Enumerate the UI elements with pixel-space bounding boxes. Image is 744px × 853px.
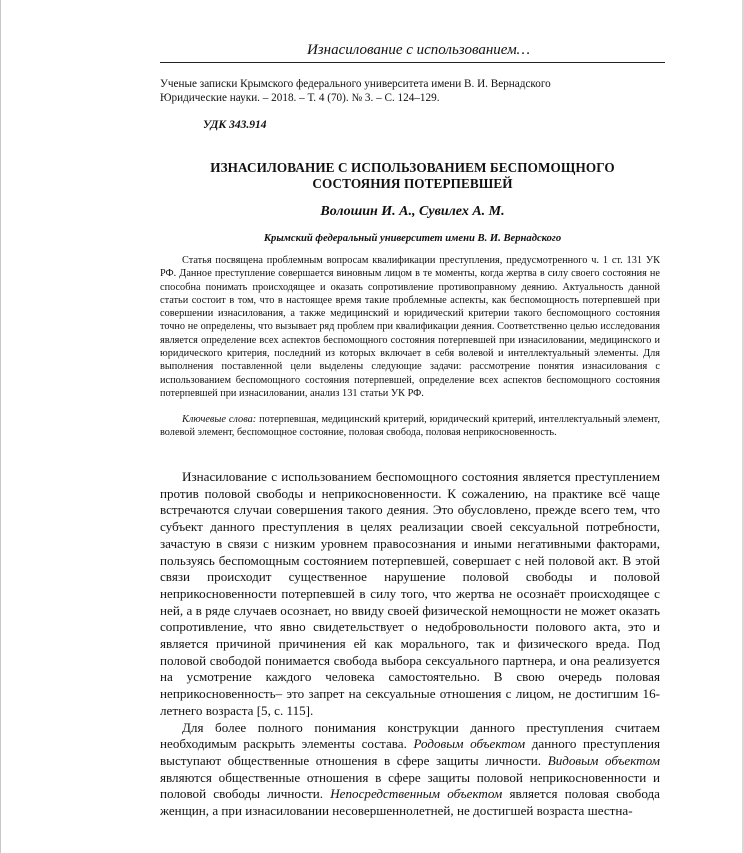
issue-line: Юридические науки. – 2018. – Т. 4 (70). № 3. – С. 124–129. [160,91,440,104]
p2-text-g: является половая свобода женщин, а при изнасиловании несовершеннолетней, не достигшей возраста шестна- [160,786,660,819]
p2-text-a: Для более полного понимания конструкции данного преступления считаем необходимым раскрыть элементы состава. [160,719,660,752]
abstract: Статья посвящена проблемным вопросам квалификации преступления, предусмотренного ч. 1 ст. 131 УК РФ. Данное преступление совершается виновным лицом в те моменты, когда жертва в силу своего состояния не способна понимать происходящее и оказать сопротивление противоправному деянию. Актуальность данной статьи состоит в том, что в настоящее время такие проблемные аспекты, как беспомощность потерпевшей при совершении изнасилования, а также медицинский и юридический критерии такого беспомощного состояния точно не определены, что вызывает ряд проблем при квалификации деяния. Соответственно целью исследования является определение всех аспектов беспомощного состояния потерпевшей при изнасиловании, медицинского и юридического критерия, последний из которых включает в себя волевой и интеллектуальный элементы. Для выполнения поставленной цели выделены следующие задачи: рассмотрение понятия изнасилования с использованием беспомощного состояния потерпевшей, определение всех аспектов беспомощного состояния потерпевшей при изнасиловании, анализ 131 статьи УК РФ. [160,255,660,399]
title-line-2: СОСТОЯНИЯ ПОТЕРПЕВШЕЙ [312,176,513,191]
p2-term-specific-object: Видовым объектом [547,752,661,768]
keywords-label: Ключевые слова: [182,414,257,425]
p2-term-generic-object: Родовым объектом [413,736,526,752]
p2-term-direct-object: Непосредственным объектом [330,786,503,802]
affiliation: Крымский федеральный университет имени В. И. Вернадского [263,233,562,244]
keywords [160,413,660,440]
authors: Волошин И. А., Сувилех А. М. [320,204,505,219]
header-rule [160,62,665,63]
page-left-edge [0,0,1,853]
udk-code: УДК 343.914 [203,119,267,131]
keywords-text: потерпевшая, медицинский критерий, юридический критерий, интеллектуальный элемент, волевой элемент, беспомощное состояние, половая свобода, половая неприкосновенность. [160,414,660,439]
paragraph-2 [160,720,660,820]
journal-line: Ученые записки Крымского федерального университета имени В. И. Вернадского [160,78,551,90]
article-title [160,160,665,192]
p2-text-c: данного преступления выступают общественные отношения в сфере защиты личности. [160,736,660,768]
body-text [160,469,660,820]
running-title: Изнасилование с использованием… [306,42,530,58]
title-line-1: ИЗНАСИЛОВАНИЕ С ИСПОЛЬЗОВАНИЕМ БЕСПОМОЩНОГО [210,160,615,175]
citation-block [160,78,551,105]
p2-text-e: являются общественные отношения в сфере защиты половой неприкосновенности и половой свободы личности. [160,769,660,802]
paragraph-1: Изнасилование с использованием беспомощного состояния является преступлением против половой свободы и неприкосновенности. К сожалению, на практике всё чаще встречаются случаи совершения такого деяния. Это обусловлено, прежде всего тем, что субъект данного преступления в целях реализации своей сексуальной потребности, зачастую в связи с низким уровнем правосознания и иными негативными факторами, пользуясь беспомощным состоянием потерпевшей, совершает с ней половой акт. В этой связи происходит существенное нарушение половой свободы и половой неприкосновенности потерпевшей в силу того, что жертва не осознаёт происходящее с ней, а в ряде случаев осознает, но ввиду своей физической немощности не может оказать сопротивление, что явно свидетельствует о недобровольности полового акта, это и является причиной причинения ей как морального, так и физического вреда. Под половой свободой понимается свобода выбора сексуального партнера, и она реализуется на усмотрение каждого человека самостоятельно. В свою очередь половая неприкосновенность– это запрет на сексуальные отношения с лицом, не достигшим 16-летнего возраста [5, с. 115]. [160,469,660,718]
